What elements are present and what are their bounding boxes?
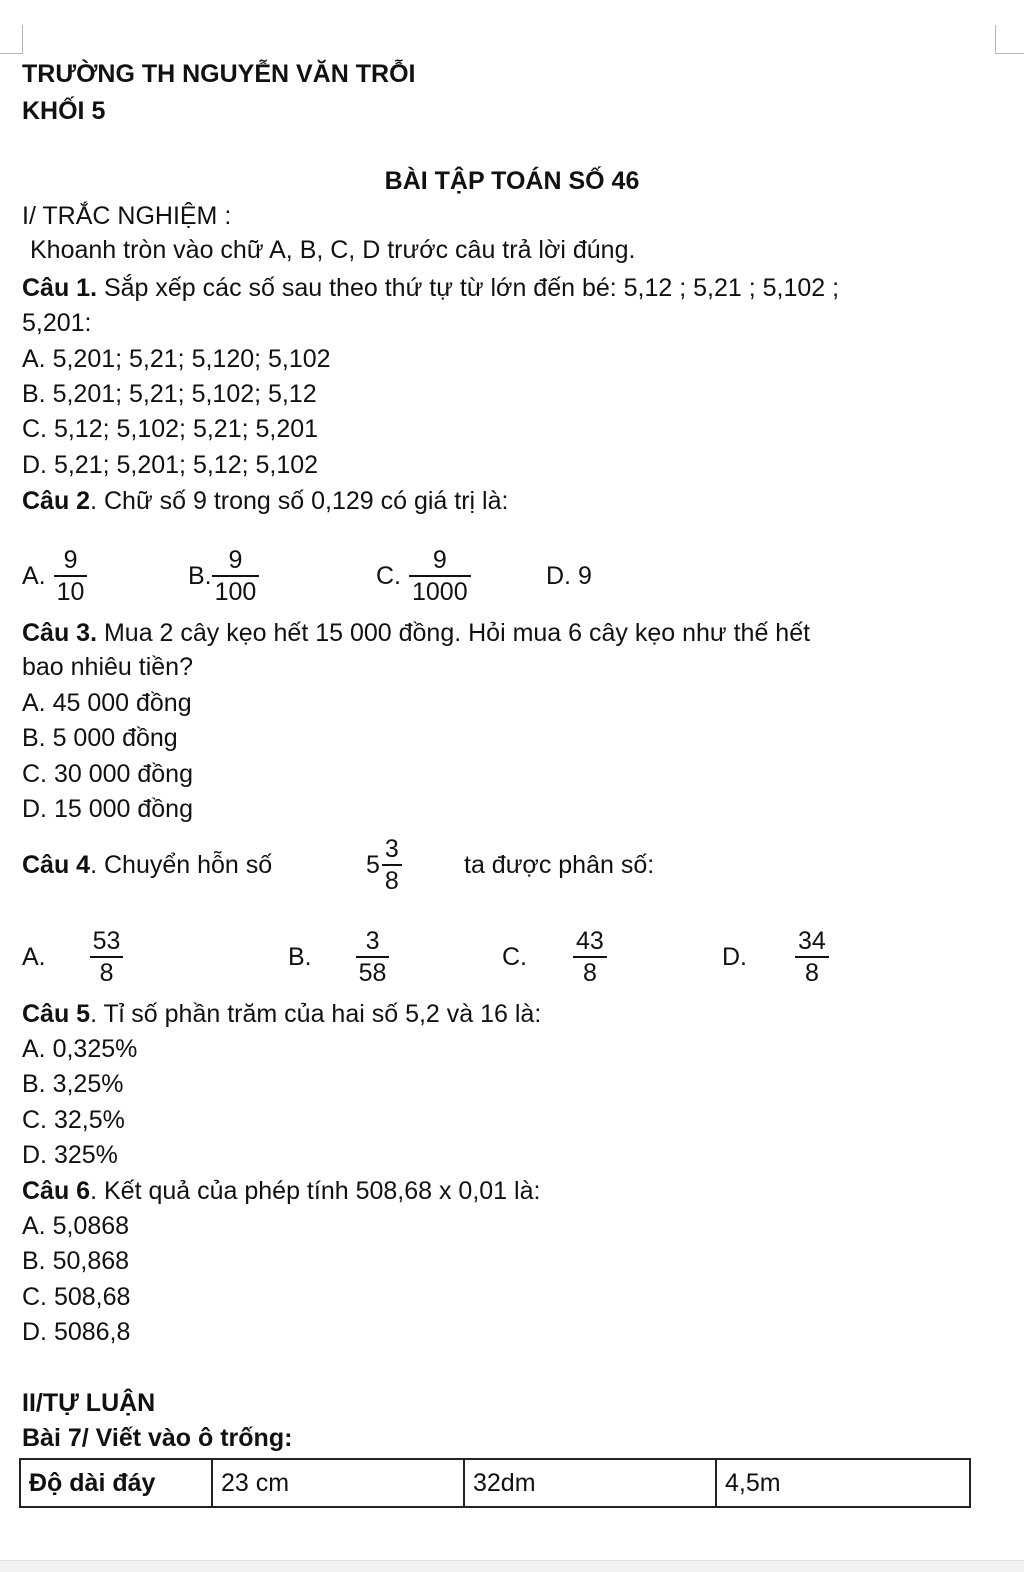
q6-option-a: A. 5,0868	[22, 1212, 130, 1240]
question-2-text: . Chữ số 9 trong số 0,129 có giá trị là:	[90, 487, 509, 515]
q5-option-c: C. 32,5%	[22, 1106, 125, 1134]
answer-table	[19, 1458, 971, 1508]
worksheet-title: BÀI TẬP TOÁN SỐ 46	[384, 167, 640, 195]
table-row-header: Độ dài đáy	[20, 1459, 212, 1507]
fraction	[795, 926, 829, 988]
option-letter: C.	[376, 561, 401, 590]
option-letter: A.	[22, 942, 46, 971]
option-letter: C.	[502, 942, 527, 971]
q3-option-c: C. 30 000 đồng	[22, 760, 193, 788]
question-5-text: . Tỉ số phần trăm của hai số 5,2 và 16 là:	[90, 1000, 542, 1028]
grade-label: KHỐI 5	[22, 97, 106, 125]
numerator: 3	[365, 927, 380, 955]
option-letter: B.	[188, 561, 212, 590]
mixed-number-group	[366, 834, 402, 896]
question-4-label: Câu 4	[22, 850, 91, 879]
part1-heading: I/ TRẮC NGHIỆM :	[22, 202, 232, 230]
fraction	[356, 926, 390, 988]
question-4	[0, 830, 1024, 900]
q4-options	[0, 922, 1024, 992]
question-4-tail: ta được phân số:	[464, 850, 655, 879]
option-text: D. 9	[546, 561, 592, 590]
fraction	[54, 545, 88, 607]
fraction	[382, 834, 402, 896]
bai7-heading: Bài 7/ Viết vào ô trống:	[22, 1424, 293, 1452]
question-5	[22, 998, 541, 1030]
denominator: 1000	[412, 578, 468, 606]
q3-option-b: B. 5 000 đồng	[22, 724, 178, 752]
question-2-label: Câu 2	[22, 487, 91, 515]
page-corner-mark	[0, 25, 23, 54]
question-3-text-cont: bao nhiêu tiền?	[22, 653, 193, 681]
numerator: 3	[384, 835, 399, 863]
numerator: 34	[798, 927, 826, 955]
denominator: 8	[99, 959, 114, 987]
question-4-text: . Chuyển hỗn số	[90, 850, 273, 879]
question-3-text: Mua 2 cây kẹo hết 15 000 đồng. Hỏi mua 6 cây kẹo như thế hết	[97, 619, 811, 647]
page-corner-mark	[995, 25, 1024, 54]
table-cell: 32dm	[464, 1459, 716, 1507]
q1-option-c: C. 5,12; 5,102; 5,21; 5,201	[22, 415, 319, 443]
numerator: 43	[576, 927, 604, 955]
q4-option-c	[502, 922, 607, 992]
q3-option-d: D. 15 000 đồng	[22, 795, 193, 823]
numerator: 9	[432, 546, 447, 574]
q2-option-b	[188, 541, 259, 611]
option-letter: B.	[288, 942, 312, 971]
question-6-text: . Kết quả của phép tính 508,68 x 0,01 là:	[90, 1177, 541, 1205]
q1-option-b: B. 5,201; 5,21; 5,102; 5,12	[22, 380, 317, 408]
numerator: 53	[92, 927, 121, 955]
question-3-label: Câu 3.	[22, 619, 98, 647]
fraction	[212, 545, 260, 607]
numerator: 9	[63, 546, 78, 574]
denominator: 58	[358, 959, 387, 987]
denominator: 8	[582, 959, 597, 987]
option-letter: D.	[722, 942, 747, 971]
denominator: 100	[214, 578, 257, 606]
q2-options	[0, 541, 1024, 611]
q2-option-a	[22, 541, 87, 611]
q5-option-a: A. 0,325%	[22, 1035, 138, 1063]
question-6	[22, 1175, 540, 1207]
q6-option-b: B. 50,868	[22, 1247, 130, 1275]
q4-option-d	[722, 922, 829, 992]
q6-option-d: D. 5086,8	[22, 1318, 131, 1346]
table-row	[20, 1459, 970, 1507]
q4-option-b	[288, 922, 389, 992]
question-6-label: Câu 6	[22, 1177, 91, 1205]
fraction	[573, 926, 607, 988]
question-1-label: Câu 1.	[22, 274, 98, 302]
q4-option-a	[22, 922, 123, 992]
table-cell: 23 cm	[212, 1459, 464, 1507]
question-3	[22, 617, 810, 649]
question-5-label: Câu 5	[22, 1000, 91, 1028]
part2-heading: II/TỰ LUẬN	[22, 1389, 156, 1417]
question-2	[22, 485, 508, 517]
fraction	[90, 926, 124, 988]
option-letter: A.	[22, 561, 46, 590]
table-cell: 4,5m	[716, 1459, 970, 1507]
denominator: 8	[804, 959, 819, 987]
q5-option-d: D. 325%	[22, 1141, 118, 1169]
part1-instruction: Khoanh tròn vào chữ A, B, C, D trước câu trả lời đúng.	[30, 236, 636, 264]
denominator: 10	[56, 578, 85, 606]
question-1	[22, 272, 839, 304]
question-4-lead	[22, 830, 272, 900]
mixed-whole: 5	[366, 850, 380, 879]
page-bottom-edge	[0, 1560, 1024, 1572]
mixed-number	[366, 830, 402, 900]
q1-option-d: D. 5,21; 5,201; 5,12; 5,102	[22, 451, 319, 479]
q2-option-c	[376, 541, 471, 611]
school-name: TRƯỜNG TH NGUYỄN VĂN TRỖI	[22, 60, 416, 88]
q1-option-a: A. 5,201; 5,21; 5,120; 5,102	[22, 345, 331, 373]
denominator: 8	[384, 867, 399, 895]
fraction	[409, 545, 471, 607]
q2-option-d	[546, 541, 592, 611]
q3-option-a: A. 45 000 đồng	[22, 689, 192, 717]
question-1-text: Sắp xếp các số sau theo thứ tự từ lớn đến bé: 5,12 ; 5,21 ; 5,102 ;	[97, 274, 840, 302]
q5-option-b: B. 3,25%	[22, 1070, 124, 1098]
question-1-text-cont: 5,201:	[22, 309, 92, 337]
q6-option-c: C. 508,68	[22, 1283, 131, 1311]
numerator: 9	[228, 546, 243, 574]
